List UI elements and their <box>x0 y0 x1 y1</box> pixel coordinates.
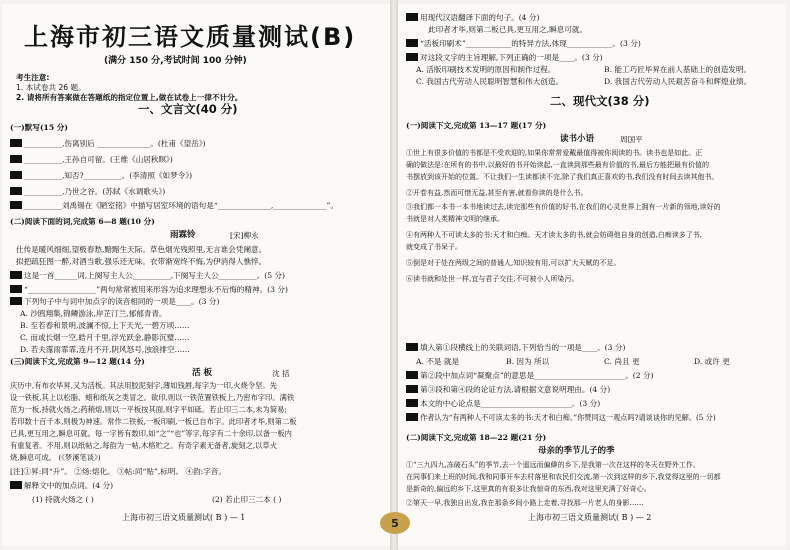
question-text: 这是一首______词,上阕写主人公__________,下阕写主人公__________。(5 分) <box>24 271 285 280</box>
essay-title: 活 板 <box>192 368 212 378</box>
dictation-text: __________,知否?__________。(李清照《如梦令》) <box>24 171 193 180</box>
article-title: 母亲的季节儿子的季 <box>538 446 615 456</box>
question-number-mark <box>10 297 22 305</box>
essay-line: 已具,更互用之,瞬息可就。每一字皆有数印,如“之”“也”等字,每字有二十余印,以备一板内 <box>10 429 292 438</box>
question-text: “__________________”两句常常被用来形容为追求理想永不后悔的精神。(3 分) <box>24 285 288 294</box>
q9-item: (2) 若止印三二本 ( ) <box>212 495 282 504</box>
option-12d: D. 我国古代劳动人民艰苦奋斗和辉煌业绩。 <box>604 77 752 86</box>
question-text: 下列句子中与词中加点字的读音相同的一项是____。(3 分) <box>24 297 220 306</box>
article-line: ③我们都一本书一本书地读过去,读完那些有价值的好书,在我们的心灵世界上拥有一片新的领地,读好的 <box>406 203 721 211</box>
question-11 <box>406 38 641 49</box>
question-heading: (三)阅读下文,完成第 9—12 题(14 分) <box>10 357 145 366</box>
essay-line: 有重复者。不用,则以纸帖之,每韵为一帖,木格贮之。有奇字素无备者,旋刻之,以草火 <box>10 441 277 450</box>
dictation-item <box>10 200 338 211</box>
question-text: 第②段中加点词“凝聚点”的意思是________________________。(2 分) <box>420 371 654 380</box>
article-line: ①世上有很多价值的书都是不受欢迎的,如果你常常爱戴最值得被你阅读的书。读书也是如此。正 <box>406 149 703 157</box>
question-6 <box>10 270 285 281</box>
option-13a: A. 不是 就是 <box>416 357 460 366</box>
option-12a: A. 活版印刷技术发明的原因和制作过程。 <box>416 65 556 74</box>
dictation-text: __________,王孙自可留。(王维《山居秋暝》) <box>24 155 173 164</box>
option-8b: B. 至若春和景明,波澜不惊,上下天光,一碧万顷…… <box>20 321 190 330</box>
left-page <box>2 4 390 546</box>
option-13d: D. 或许 更 <box>694 357 730 366</box>
option-8a: A. 沙鸥翔集,锦鳞游泳,岸芷汀兰,郁郁青青。 <box>20 309 167 318</box>
article-line: 书摆放到该开始的位置。不让我们一生读都读不完,除了我们真正喜欢的书,我们没有时间去读其他书。 <box>406 173 719 181</box>
option-13b: B. 因为 所以 <box>506 357 550 366</box>
question-13 <box>406 342 625 353</box>
q10-sentence: 此印者才毕,则第二板已具,更互用之,瞬息可就。 <box>428 25 588 34</box>
question-number-mark <box>406 371 418 379</box>
page-footer: 上海市初三语文质量测试( B ) — 2 <box>528 513 652 522</box>
section-heading: 二、现代文(38 分) <box>550 94 650 108</box>
question-heading: (一)阅读下文,完成第 13—17 题(17 分) <box>406 121 547 130</box>
question-text: 本文的中心论点是________________________。(3 分) <box>420 399 601 408</box>
article-title: 读书小语 <box>560 134 595 144</box>
question-number-mark <box>406 385 418 393</box>
question-number-mark <box>10 171 22 179</box>
essay-line: 烧,瞬息可成。 (《梦溪笔谈》) <box>10 453 101 462</box>
essay-line: 若印数十百千本,则极为神速。常作二铁板,一板印刷,一板已自布字。此印者才毕,则第二板 <box>10 417 297 426</box>
article-author: 周国平 <box>620 135 643 144</box>
poem-author: [宋]柳永 <box>230 231 259 240</box>
exam-title: 上海市初三语文质量测试(B) <box>24 23 357 51</box>
question-number-mark <box>10 139 22 147</box>
dictation-text: __________刘禹锡在《陋室铭》中描写居室环境的语句是“______________,______________”。 <box>24 201 338 210</box>
option-13c: C. 尚且 更 <box>604 357 640 366</box>
right-page <box>398 4 786 546</box>
question-text: 第③段和第④段的论证方法,请根据文意说明理由。(4 分) <box>420 385 611 394</box>
question-14 <box>406 370 654 381</box>
question-15 <box>406 384 610 395</box>
article-line: 书就是对人类精神文明的继承。 <box>406 215 504 223</box>
question-10 <box>406 12 539 23</box>
question-text: 作者认为“有两种人不可读太多的书:天才和白痴。”你赞同这一观点吗?请谈谈你的见解。(5 分) <box>420 413 716 422</box>
article-line: ②开卷有益,然而可惜无益,甚至有害,就看你读的是什么书。 <box>406 189 588 197</box>
question-text: 解释文中的加点词。(4 分) <box>24 481 114 490</box>
notice-head: 考生注意: <box>16 73 50 82</box>
question-text: 用现代汉语翻译下面的句子。(4 分) <box>420 13 540 22</box>
question-heading: (二)阅读下文,完成第 18—22 题(21 分) <box>406 433 547 442</box>
question-number-mark <box>406 399 418 407</box>
question-17 <box>406 412 716 423</box>
poem-line: 拟把疏狂图一醉,对酒当歌,强乐还无味。衣带渐宽终不悔,为伊消得人憔悴。 <box>16 257 267 266</box>
article-line: ⑤倒是对于处在两级之间的普通人,知识较有用,可以扩大天赋的不足。 <box>406 259 621 267</box>
question-16 <box>406 398 600 409</box>
option-12b: B. 能工巧匠毕昇在前人基础上的创造发明。 <box>604 65 752 74</box>
question-number-mark <box>406 13 418 21</box>
poem-line: 仕传是暖风细细,望极春愁,黯黯生天际。草色烟光残照里,无言谁会凭阑意。 <box>16 245 267 254</box>
question-12 <box>406 52 603 63</box>
dictation-item <box>10 154 173 165</box>
q9-item: (1) 持就火炀之 ( ) <box>32 495 94 504</box>
question-number-mark <box>406 413 418 421</box>
notice-line: 2. 请将所有答案做在答题纸的指定位置上,做在试卷上一律不计分。 <box>16 93 243 102</box>
question-text: 填入第①段横线上的关联词语,下列恰当的一项是____。(3 分) <box>420 343 626 352</box>
article-line: ⑥读书就和处世一样,宜与君子交往,不可被小人所染污。 <box>406 275 579 283</box>
essay-author: 沈 括 <box>272 369 290 378</box>
dictation-item <box>10 186 165 197</box>
article-line: 就变成了书呆子。 <box>406 243 462 251</box>
option-12c: C. 我国古代劳动人民聪明智慧和伟大创造。 <box>416 77 564 86</box>
question-number-mark <box>10 201 22 209</box>
essay-line: 范为一板,持就火炀之;药稍熔,则以一平板按其面,则字平如砥。若止印三二本,未为简易; <box>10 405 287 414</box>
question-9 <box>10 480 113 491</box>
article-line: ④有两种人不可读太多的书:天才和白痴。天才读太多的书,就会妨碍他自身的创造,白痴读多了书, <box>406 231 703 239</box>
question-8 <box>10 296 219 307</box>
article-line: ②第天一早,我独自出发,我在那条乡间小路上走着,寻找那一片老人的身影…… <box>406 499 644 507</box>
article-line: ①“三九四九,冻破石头”的季节,去一个遥远而偏僻的乡下,是我第一次在这样的冬天在野外工作。 <box>406 461 700 469</box>
question-7 <box>10 284 288 295</box>
book-spine <box>390 0 398 550</box>
dictation-text: __________,伤离别后 ______________。(杜甫《望岳》) <box>24 139 206 148</box>
notice-line: 1. 本试卷共 26 题。 <box>16 83 86 92</box>
option-8d: D. 若夫霪雨霏霏,连月不开,阴风怒号,浊浪排空…… <box>20 345 190 354</box>
question-heading: (二)阅读下面的词,完成第 6—8 题(10 分) <box>10 217 155 226</box>
exam-subtitle: (满分 150 分,考试时间 100 分钟) <box>104 56 247 66</box>
essay-line: 庆历中,有布衣毕昇,又为活板。其法用胶泥刻字,薄如钱唇,每字为一印,火烧令坚。先 <box>10 381 277 390</box>
dictation-item <box>10 170 192 181</box>
question-number-mark <box>10 187 22 195</box>
question-number-mark <box>406 39 418 47</box>
question-number-mark <box>406 343 418 351</box>
option-8c: C. 而或长烟一空,皓月千里,浮光跃金,静影沉璧…… <box>20 333 190 342</box>
question-heading: (一)默写(15 分) <box>10 123 68 132</box>
article-line: 是新奇的,偏远的乡下,这里真的有很多让我惊奇的东西,我对这里充满了好奇心。 <box>406 485 651 493</box>
poem-title: 雨霖铃 <box>170 230 196 240</box>
question-text: “活板印刷术”____________的特异方法,体现____________。(3 分) <box>420 39 641 48</box>
question-number-mark <box>10 481 22 489</box>
dictation-text: __________,乃世之谷。(苏轼《水调歌头》) <box>24 187 166 196</box>
essay-notes: [注]①昇:同“升”。 ②炀:熔化。 ③帖:同“贴”,标明。 ④韵:字音。 <box>10 467 226 476</box>
dictation-item <box>10 138 206 149</box>
page-footer: 上海市初三语文质量测试( B ) — 1 <box>122 513 246 522</box>
question-number-mark <box>10 155 22 163</box>
essay-line: 设一铁板,其上以松脂、蜡和纸灰之类冒之。欲印,则以一铁范置铁板上,乃密布字印。满铁 <box>10 393 295 402</box>
question-number-mark <box>10 271 22 279</box>
section-heading: 一、文言文(40 分) <box>138 102 238 116</box>
question-text: 对这段文字的主旨理解,下列正确的一项是____。(3 分) <box>420 53 603 62</box>
question-number-mark <box>10 285 22 293</box>
page-number-badge: 5 <box>380 512 410 534</box>
article-line: 在同事们来上班的时间,我和同事开车去村落里和农民们交流,第一次到这样的乡下,我觉得这里的一切都 <box>406 473 721 481</box>
question-number-mark <box>406 53 418 61</box>
article-line: 确的做法是:在所有的书中,以最好的书开始读起,一直读到那些最有价值的书,最后方能把最有价值的 <box>406 161 710 169</box>
